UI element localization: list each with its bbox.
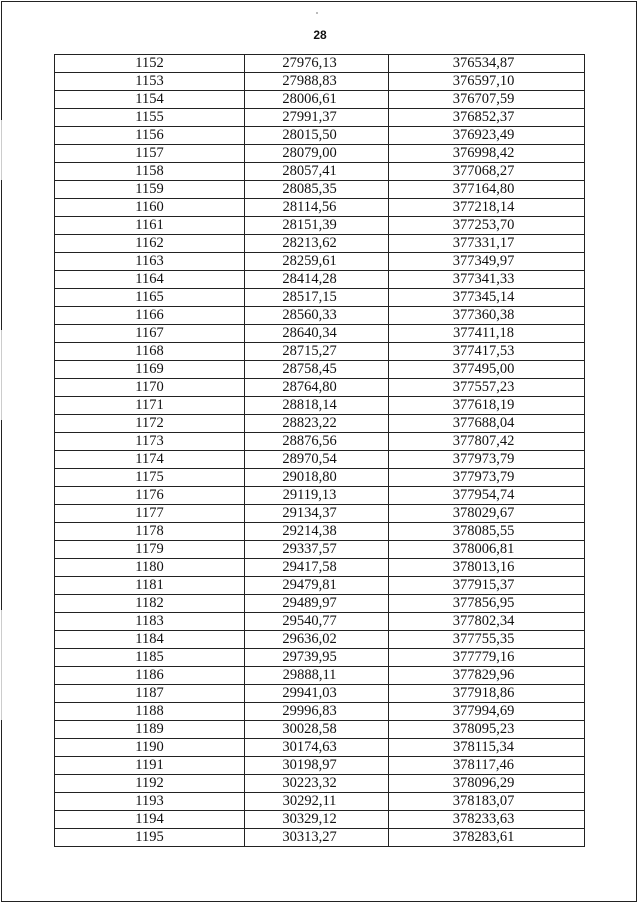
y-coordinate-cell: 376534,87 [389, 55, 585, 73]
point-number-cell: 1169 [55, 361, 245, 379]
point-number-cell: 1171 [55, 397, 245, 415]
table-row [55, 793, 585, 811]
x-coordinate-cell: 28758,45 [245, 361, 389, 379]
y-coordinate-cell: 377218,14 [389, 199, 585, 217]
point-number-cell: 1188 [55, 703, 245, 721]
table-row [55, 757, 585, 775]
table-row [55, 217, 585, 235]
y-coordinate-cell: 378085,55 [389, 523, 585, 541]
table-row [55, 253, 585, 271]
table-row [55, 577, 585, 595]
point-number-cell: 1156 [55, 127, 245, 145]
y-coordinate-cell: 377618,19 [389, 397, 585, 415]
y-coordinate-cell: 376852,37 [389, 109, 585, 127]
point-number-cell: 1194 [55, 811, 245, 829]
x-coordinate-cell: 29337,57 [245, 541, 389, 559]
table-row [55, 55, 585, 73]
point-number-cell: 1167 [55, 325, 245, 343]
scan-edge-mark [1, 330, 2, 420]
table-row [55, 199, 585, 217]
point-number-cell: 1184 [55, 631, 245, 649]
y-coordinate-cell: 377918,86 [389, 685, 585, 703]
point-number-cell: 1166 [55, 307, 245, 325]
x-coordinate-cell: 30028,58 [245, 721, 389, 739]
table-row [55, 451, 585, 469]
scan-edge-mark [1, 610, 2, 720]
x-coordinate-cell: 28517,15 [245, 289, 389, 307]
point-number-cell: 1153 [55, 73, 245, 91]
table-row [55, 235, 585, 253]
point-number-cell: 1180 [55, 559, 245, 577]
x-coordinate-cell: 29636,02 [245, 631, 389, 649]
table-row [55, 91, 585, 109]
y-coordinate-cell: 377331,17 [389, 235, 585, 253]
table-row [55, 775, 585, 793]
x-coordinate-cell: 28715,27 [245, 343, 389, 361]
y-coordinate-cell: 378115,34 [389, 739, 585, 757]
y-coordinate-cell: 377411,18 [389, 325, 585, 343]
point-number-cell: 1173 [55, 433, 245, 451]
table-row [55, 397, 585, 415]
point-number-cell: 1185 [55, 649, 245, 667]
x-coordinate-cell: 28876,56 [245, 433, 389, 451]
x-coordinate-cell: 29479,81 [245, 577, 389, 595]
table-row [55, 667, 585, 685]
point-number-cell: 1179 [55, 541, 245, 559]
table-row [55, 613, 585, 631]
x-coordinate-cell: 28640,34 [245, 325, 389, 343]
x-coordinate-cell: 29739,95 [245, 649, 389, 667]
y-coordinate-cell: 377164,80 [389, 181, 585, 199]
x-coordinate-cell: 30313,27 [245, 829, 389, 847]
point-number-cell: 1157 [55, 145, 245, 163]
table-row [55, 127, 585, 145]
y-coordinate-cell: 377807,42 [389, 433, 585, 451]
y-coordinate-cell: 377973,79 [389, 469, 585, 487]
scan-edge-mark [1, 120, 2, 180]
table-row [55, 631, 585, 649]
table-row [55, 487, 585, 505]
point-number-cell: 1178 [55, 523, 245, 541]
y-coordinate-cell: 377755,35 [389, 631, 585, 649]
point-number-cell: 1193 [55, 793, 245, 811]
y-coordinate-cell: 376923,49 [389, 127, 585, 145]
x-coordinate-cell: 30329,12 [245, 811, 389, 829]
point-number-cell: 1155 [55, 109, 245, 127]
x-coordinate-cell: 27988,83 [245, 73, 389, 91]
point-number-cell: 1165 [55, 289, 245, 307]
x-coordinate-cell: 28006,61 [245, 91, 389, 109]
table-row [55, 163, 585, 181]
point-number-cell: 1170 [55, 379, 245, 397]
y-coordinate-cell: 376998,42 [389, 145, 585, 163]
x-coordinate-cell: 28970,54 [245, 451, 389, 469]
x-coordinate-cell: 28114,56 [245, 199, 389, 217]
x-coordinate-cell: 30198,97 [245, 757, 389, 775]
point-number-cell: 1177 [55, 505, 245, 523]
table-row [55, 523, 585, 541]
x-coordinate-cell: 29996,83 [245, 703, 389, 721]
y-coordinate-cell: 377253,70 [389, 217, 585, 235]
x-coordinate-cell: 28560,33 [245, 307, 389, 325]
x-coordinate-cell: 29018,80 [245, 469, 389, 487]
point-number-cell: 1158 [55, 163, 245, 181]
table-row [55, 145, 585, 163]
x-coordinate-cell: 30292,11 [245, 793, 389, 811]
x-coordinate-cell: 29214,38 [245, 523, 389, 541]
y-coordinate-cell: 378006,81 [389, 541, 585, 559]
y-coordinate-cell: 377068,27 [389, 163, 585, 181]
x-coordinate-cell: 28085,35 [245, 181, 389, 199]
table-row [55, 811, 585, 829]
table-row [55, 325, 585, 343]
y-coordinate-cell: 378095,23 [389, 721, 585, 739]
y-coordinate-cell: 377417,53 [389, 343, 585, 361]
x-coordinate-cell: 29540,77 [245, 613, 389, 631]
x-coordinate-cell: 29888,11 [245, 667, 389, 685]
x-coordinate-cell: 29119,13 [245, 487, 389, 505]
table-row [55, 415, 585, 433]
y-coordinate-cell: 377360,38 [389, 307, 585, 325]
point-number-cell: 1154 [55, 91, 245, 109]
y-coordinate-cell: 377345,14 [389, 289, 585, 307]
table-row [55, 181, 585, 199]
table-row [55, 433, 585, 451]
x-coordinate-cell: 28057,41 [245, 163, 389, 181]
point-number-cell: 1172 [55, 415, 245, 433]
x-coordinate-cell: 27991,37 [245, 109, 389, 127]
table-row [55, 73, 585, 91]
y-coordinate-cell: 377349,97 [389, 253, 585, 271]
y-coordinate-cell: 377688,04 [389, 415, 585, 433]
scan-mark [316, 12, 318, 14]
point-number-cell: 1168 [55, 343, 245, 361]
table-row [55, 595, 585, 613]
table-row [55, 703, 585, 721]
point-number-cell: 1162 [55, 235, 245, 253]
table-row [55, 307, 585, 325]
point-number-cell: 1176 [55, 487, 245, 505]
y-coordinate-cell: 378233,63 [389, 811, 585, 829]
point-number-cell: 1164 [55, 271, 245, 289]
table-row [55, 289, 585, 307]
x-coordinate-cell: 29417,58 [245, 559, 389, 577]
x-coordinate-cell: 28213,62 [245, 235, 389, 253]
point-number-cell: 1174 [55, 451, 245, 469]
y-coordinate-cell: 377829,96 [389, 667, 585, 685]
y-coordinate-cell: 377779,16 [389, 649, 585, 667]
table-row [55, 541, 585, 559]
y-coordinate-cell: 376707,59 [389, 91, 585, 109]
table-row [55, 271, 585, 289]
point-number-cell: 1195 [55, 829, 245, 847]
table-row [55, 109, 585, 127]
y-coordinate-cell: 378117,46 [389, 757, 585, 775]
y-coordinate-cell: 377856,95 [389, 595, 585, 613]
page-number: 28 [313, 28, 327, 42]
x-coordinate-cell: 27976,13 [245, 55, 389, 73]
y-coordinate-cell: 377495,00 [389, 361, 585, 379]
y-coordinate-cell: 377915,37 [389, 577, 585, 595]
y-coordinate-cell: 378283,61 [389, 829, 585, 847]
table-row [55, 559, 585, 577]
x-coordinate-cell: 28079,00 [245, 145, 389, 163]
point-number-cell: 1190 [55, 739, 245, 757]
x-coordinate-cell: 29134,37 [245, 505, 389, 523]
y-coordinate-cell: 378096,29 [389, 775, 585, 793]
x-coordinate-cell: 28823,22 [245, 415, 389, 433]
table-row [55, 649, 585, 667]
table-row [55, 505, 585, 523]
point-number-cell: 1191 [55, 757, 245, 775]
point-number-cell: 1183 [55, 613, 245, 631]
point-number-cell: 1182 [55, 595, 245, 613]
y-coordinate-cell: 378183,07 [389, 793, 585, 811]
table-row [55, 343, 585, 361]
x-coordinate-cell: 28151,39 [245, 217, 389, 235]
x-coordinate-cell: 28414,28 [245, 271, 389, 289]
table-row [55, 361, 585, 379]
y-coordinate-cell: 377341,33 [389, 271, 585, 289]
point-number-cell: 1175 [55, 469, 245, 487]
point-number-cell: 1189 [55, 721, 245, 739]
y-coordinate-cell: 377557,23 [389, 379, 585, 397]
point-number-cell: 1159 [55, 181, 245, 199]
y-coordinate-cell: 377954,74 [389, 487, 585, 505]
point-number-cell: 1186 [55, 667, 245, 685]
table-row [55, 379, 585, 397]
table-row [55, 721, 585, 739]
y-coordinate-cell: 377802,34 [389, 613, 585, 631]
point-number-cell: 1161 [55, 217, 245, 235]
table-row [55, 469, 585, 487]
x-coordinate-cell: 28818,14 [245, 397, 389, 415]
point-number-cell: 1160 [55, 199, 245, 217]
x-coordinate-cell: 29941,03 [245, 685, 389, 703]
y-coordinate-cell: 377994,69 [389, 703, 585, 721]
point-number-cell: 1187 [55, 685, 245, 703]
x-coordinate-cell: 30223,32 [245, 775, 389, 793]
point-number-cell: 1163 [55, 253, 245, 271]
point-number-cell: 1181 [55, 577, 245, 595]
x-coordinate-cell: 28259,61 [245, 253, 389, 271]
x-coordinate-cell: 30174,63 [245, 739, 389, 757]
table-row [55, 739, 585, 757]
y-coordinate-cell: 378029,67 [389, 505, 585, 523]
point-number-cell: 1192 [55, 775, 245, 793]
y-coordinate-cell: 376597,10 [389, 73, 585, 91]
y-coordinate-cell: 378013,16 [389, 559, 585, 577]
point-number-cell: 1152 [55, 55, 245, 73]
y-coordinate-cell: 377973,79 [389, 451, 585, 469]
coordinates-table-body [55, 55, 585, 847]
coordinates-table [54, 54, 585, 847]
table-row [55, 685, 585, 703]
table-row [55, 829, 585, 847]
x-coordinate-cell: 28764,80 [245, 379, 389, 397]
x-coordinate-cell: 28015,50 [245, 127, 389, 145]
x-coordinate-cell: 29489,97 [245, 595, 389, 613]
